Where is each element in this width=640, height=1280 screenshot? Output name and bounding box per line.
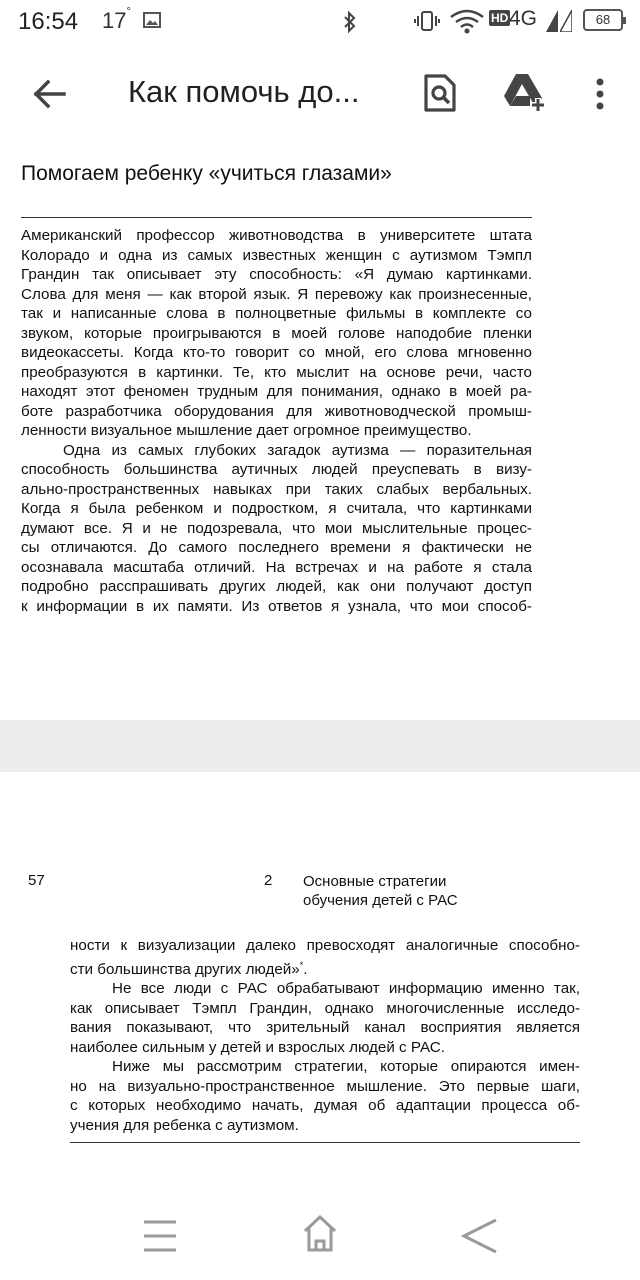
battery-indicator: 68 — [583, 9, 623, 31]
text-line: звуком, которые проигрываются в моей голове наподобие пленки — [21, 324, 532, 342]
text-line: с которых необходимо начать, думая об адаптации процесса об- — [70, 1097, 580, 1115]
page-body-text — [70, 936, 580, 1135]
gallery-notification-icon — [143, 12, 161, 33]
more-vert-icon[interactable] — [592, 74, 608, 119]
text-line: ально-пространственных навыках при таких слабых вербальных. — [21, 480, 532, 498]
text-line: видеокассеты. Когда кто-то говорит со мной, его слова мгновенно — [21, 344, 532, 361]
arrow-left-icon[interactable] — [30, 74, 70, 114]
text-line: учения для ребенка с аутизмом. — [70, 1116, 299, 1134]
add-to-drive-icon[interactable] — [502, 72, 548, 117]
divider — [70, 1142, 580, 1143]
text-line: подробно расспрашивать других людей, как они получают доступ — [21, 578, 532, 595]
chapter-number: 2 — [264, 872, 273, 889]
text-line: Грандин так описывает эту способность: «Я думаю картинками. — [21, 266, 532, 283]
section-heading: Помогаем ребенку «учиться глазами» — [21, 162, 392, 185]
text-line: боте разработчика оборудования для животноводческой промыш- — [21, 402, 532, 420]
text-line: вания показывают, что зрительный канал восприятия является — [70, 1019, 580, 1037]
footnote-mark: * — [299, 959, 304, 970]
running-header: Основные стратегии обучения детей с РАС — [303, 873, 458, 909]
network-type: 4G — [509, 7, 538, 30]
find-in-document-icon[interactable] — [423, 73, 457, 118]
app-toolbar — [0, 44, 640, 142]
text-line: так и написанные слова в полноцветные фильмы в комплекте со — [21, 305, 532, 322]
signal-icon-secondary — [560, 10, 572, 37]
text-line: Ниже мы рассмотрим стратегии, которые опираются имен- — [112, 1058, 580, 1076]
text-line: находят этот феномен трудным для понимания, однако в моей ра- — [21, 383, 532, 400]
text-line: ности к визуализации далеко превосходят аналогичные способно- — [70, 937, 580, 954]
text-line: способность большинства аутичных людей преуспевать в визу- — [21, 461, 532, 478]
status-bar — [0, 0, 640, 44]
text-line: осознавала масштаба отличий. На встречах и на работе я стала — [21, 558, 532, 576]
recents-menu-icon[interactable] — [142, 1218, 178, 1259]
status-temperature: 17° — [102, 6, 131, 33]
text-line: Когда я была ребенком и подростком, я считала, что картинками — [21, 500, 532, 517]
page-separator — [0, 720, 640, 772]
status-time: 16:54 — [18, 8, 79, 35]
page-body-text — [21, 226, 532, 616]
system-nav-bar — [0, 1192, 640, 1280]
text-line: думают все. Я и не подозревала, что мои мыслительные процес- — [21, 519, 532, 537]
text-line: сы отличаются. До самого последнего времени я фактически не — [21, 539, 532, 556]
back-chevron-icon[interactable] — [460, 1216, 500, 1261]
text-line: Не все люди с РАС обрабатывают информацию именно так, — [112, 980, 580, 998]
hd-voice-badge: HD — [491, 11, 509, 25]
wifi-icon — [450, 9, 484, 40]
text-line: ленности визуальное мышление дает огромное преимущество. — [21, 422, 472, 439]
bluetooth-icon — [342, 10, 358, 39]
text-line: преобразуются в картинки. Те, кто мыслит на основе речи, часто — [21, 363, 532, 381]
text-line: Колорадо и одна из самых известных женщин с аутизмом Тэмпл — [21, 246, 532, 264]
text-line: Американский профессор животноводства в университете штата — [21, 227, 532, 244]
document-title: Как помочь до... — [128, 74, 360, 109]
document-page — [0, 772, 640, 1192]
text-line: Одна из самых глубоких загадок аутизма — поразительная — [63, 441, 532, 459]
document-page — [0, 142, 640, 720]
text-line: к информации в их памяти. Из ответов я узнала, что мои способ- — [21, 597, 532, 615]
divider — [21, 217, 532, 218]
text-line: но на визуально-пространственное мышление. Это первые шаги, — [70, 1077, 580, 1095]
page-number: 57 — [28, 872, 45, 889]
signal-icon — [546, 10, 558, 37]
text-line: Слова для меня — как второй язык. Я перевожу как произнесенные, — [21, 285, 532, 303]
text-line: как описывает Тэмпл Грандин, однако многочисленные исследо- — [70, 999, 580, 1017]
vibrate-icon — [414, 9, 440, 38]
text-line: сти большинства других людей»*. — [70, 959, 308, 978]
text-line: наиболее сильным у детей и взрослых людей с РАС. — [70, 1038, 445, 1056]
home-icon[interactable] — [302, 1214, 338, 1259]
